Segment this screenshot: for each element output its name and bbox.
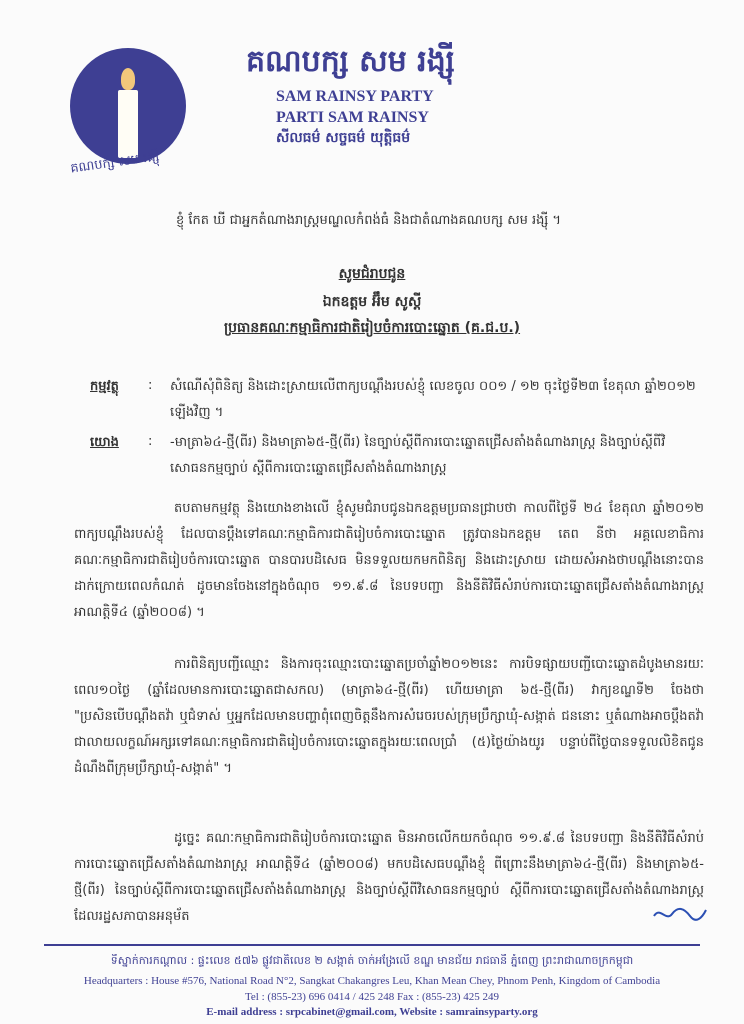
party-name-french: PARTI SAM RAINSY — [276, 109, 429, 126]
footer-address-khmer: ទីស្នាក់ការកណ្តាល : ផ្ទះលេខ ៥៧៦ ផ្លូវជាតិលេខ ២ សង្កាត់ ចាក់អង្រែលើ ខណ្ឌ មានជ័យ រាជធានី ភ្នំពេញ ព្រះរាជាណាចក្រកម្ពុជា — [110, 954, 634, 967]
footer-email-website: E-mail address : srpcabinet@gmail.com, Website : samrainsyparty.org — [206, 1006, 538, 1018]
addressee-name: ឯកឧត្តម អ៊ឹម សូស្តី — [322, 294, 422, 310]
footer-address-english: Headquarters : House #576, National Road N°2, Sangkat Chakangres Leu, Khan Mean Chey, Phnom Penh, Kingdom of Cambodia — [83, 975, 661, 987]
sender-intro: ខ្ញុំ កែត ឃី ជាអ្នកតំណាងរាស្ត្រមណ្ឌលកំពង់ធំ និងជាតំណាងគណបក្ស សម រង្ស៊ី ។ — [176, 213, 561, 228]
party-name-khmer: គណបក្ស សម រង្ស៊ី — [246, 44, 455, 79]
subject-text: សំណើសុំពិនិត្យ និងដោះស្រាយលើពាក្យបណ្តឹងរបស់ខ្ញុំ លេខចូល ០០១ / ១២ ចុះថ្ងៃទី២៣ ខែតុលា ឆ្នាំ២០១២ ឡើងវិញ ។ — [170, 379, 696, 420]
logo-caption: គណបក្ស សម រង្ស៊ី — [69, 149, 161, 177]
body-paragraph-2 — [74, 652, 704, 822]
candle-flame-icon — [121, 68, 135, 90]
addressee-greeting: សូមជំរាបជូន — [338, 266, 406, 282]
reference-text: -មាត្រា៦៤-ថ្មី(ពីរ) និងមាត្រា៦៥-ថ្មី(ពីរ) នៃច្បាប់ស្តីពីការបោះឆ្នោតជ្រើសតាំងតំណាងរាស្ត្រ និងច្បាប់ស្តីពីវិសោធនកម្មច្បាប់ ស្តីពីការបោះឆ្នោតជ្រើសតាំងតំណាងរាស្ត្រ — [170, 435, 666, 476]
body-paragraph-1 — [74, 496, 704, 648]
reference-colon: : — [148, 434, 153, 449]
paragraph-text: ការពិនិត្យបញ្ជីឈ្មោះ និងការចុះឈ្មោះបោះឆ្នោតប្រចាំឆ្នាំ២០១២នេះ ការបិទផ្សាយបញ្ជីបោះឆ្នោតដំបូងមានរយៈពេល១០ថ្ងៃ (ឆ្នាំដែលមានការបោះឆ្នោតជាសកល) (មាត្រា៦៤-ថ្មី(ពីរ) ហើយមាត្រា ៦៥-ថ្មី(ពីរ) វាក្យខណ្ឌទី២ ចែងថា "ប្រសិនបើបណ្តឹងតវ៉ា ឬជំទាស់ ឬអ្នកដែលមានបញ្ហាពុំពេញចិត្តនឹងការសំរេចរបស់ក្រុមប្រឹក្សាឃុំ-សង្កាត់ ជននោះ ឬតំណាងអាចប្តឹងតវ៉ាជាលាយលក្ខណ៍អក្សរទៅគណៈកម្មាធិការជាតិរៀបចំការបោះឆ្នោតក្នុងរយៈពេលប្រាំ (៥)ថ្ងៃយ៉ាងយូរ បន្ទាប់ពីថ្ងៃបានទទួលលិខិតជូនដំណឹងពីក្រុមប្រឹក្សាឃុំ-សង្កាត់" ។ — [74, 657, 704, 776]
initial-signature — [650, 902, 710, 924]
paragraph-text: តបតាមកម្មវត្ថុ និងយោងខាងលើ ខ្ញុំសូមជំរាបជូនឯកឧត្តមប្រធានជ្រាបថា កាលពីថ្ងៃទី ២៤ ខែតុលា ឆ្នាំ២០១២ ពាក្យបណ្តឹងរបស់ខ្ញុំ ដែលបានប្តឹងទៅគណៈកម្មាធិការជាតិរៀបចំការបោះឆ្នោត ត្រូវបានឯកឧត្តម តេព នីថា អគ្គលេខាធិការគណៈកម្មាធិការជាតិរៀបចំការបោះឆ្នោត បានបារបដិសេធ មិនទទួលយកមកពិនិត្យ និងដោះស្រាយ ដោយសំអាងថាបណ្តឹងនោះបានដាក់ក្រោយពេលកំណត់ ដូចមានចែងនៅក្នុងចំណុច ១១.៩.៨ នៃបទបញ្ជា និងនីតិវិធីសំរាប់ការបោះឆ្នោតជ្រើសតាំងតំណាងរាស្ត្រ អាណត្តិទី៤ (ឆ្នាំ២០០៨) ។ — [74, 501, 704, 620]
subject-colon: : — [148, 378, 153, 393]
paragraph-text: ដូច្នេះ គណៈកម្មាធិការជាតិរៀបចំការបោះឆ្នោត មិនអាចលើកយកចំណុច ១១.៩.៨ នៃបទបញ្ជា និងនីតិវិធីសំរាប់ការបោះឆ្នោតជ្រើសតាំងតំណាងរាស្ត្រ អាណត្តិទី៤ (ឆ្នាំ២០០៨) មកបដិសេធបណ្តឹងខ្ញុំ ពីព្រោះនឹងមាត្រា៦៤-ថ្មី(ពីរ) និងមាត្រា៦៥-ថ្មី(ពីរ) នៃច្បាប់ស្តីពីការបោះឆ្នោតជ្រើសតាំងតំណាងរាស្ត្រ និងច្បាប់ស្តីពីវិសោធនកម្មច្បាប់ ស្តីពីការបោះឆ្នោតជ្រើសតាំងតំណាងរាស្ត្រ ដែលរដ្ឋសភាបានអនុម័ត — [74, 831, 704, 924]
footer-phone-fax: Tel : (855-23) 696 0414 / 425 248 Fax : (855-23) 425 249 — [244, 991, 500, 1003]
party-name-english: SAM RAINSY PARTY — [276, 88, 434, 105]
reference-label: យោង — [90, 435, 119, 450]
party-motto: សីលធម៌ សច្ចធម៌ យុត្តិធម៌ — [276, 130, 411, 146]
footer-divider — [44, 944, 700, 946]
addressee-title: ប្រធានគណៈកម្មាធិការជាតិរៀបចំការបោះឆ្នោត (គ.ជ.ប.) — [223, 320, 521, 336]
candle-icon — [118, 90, 138, 158]
subject-label: កម្មវត្ថុ — [90, 379, 119, 394]
party-name-english-block — [276, 86, 516, 128]
body-paragraph-3 — [74, 826, 704, 930]
